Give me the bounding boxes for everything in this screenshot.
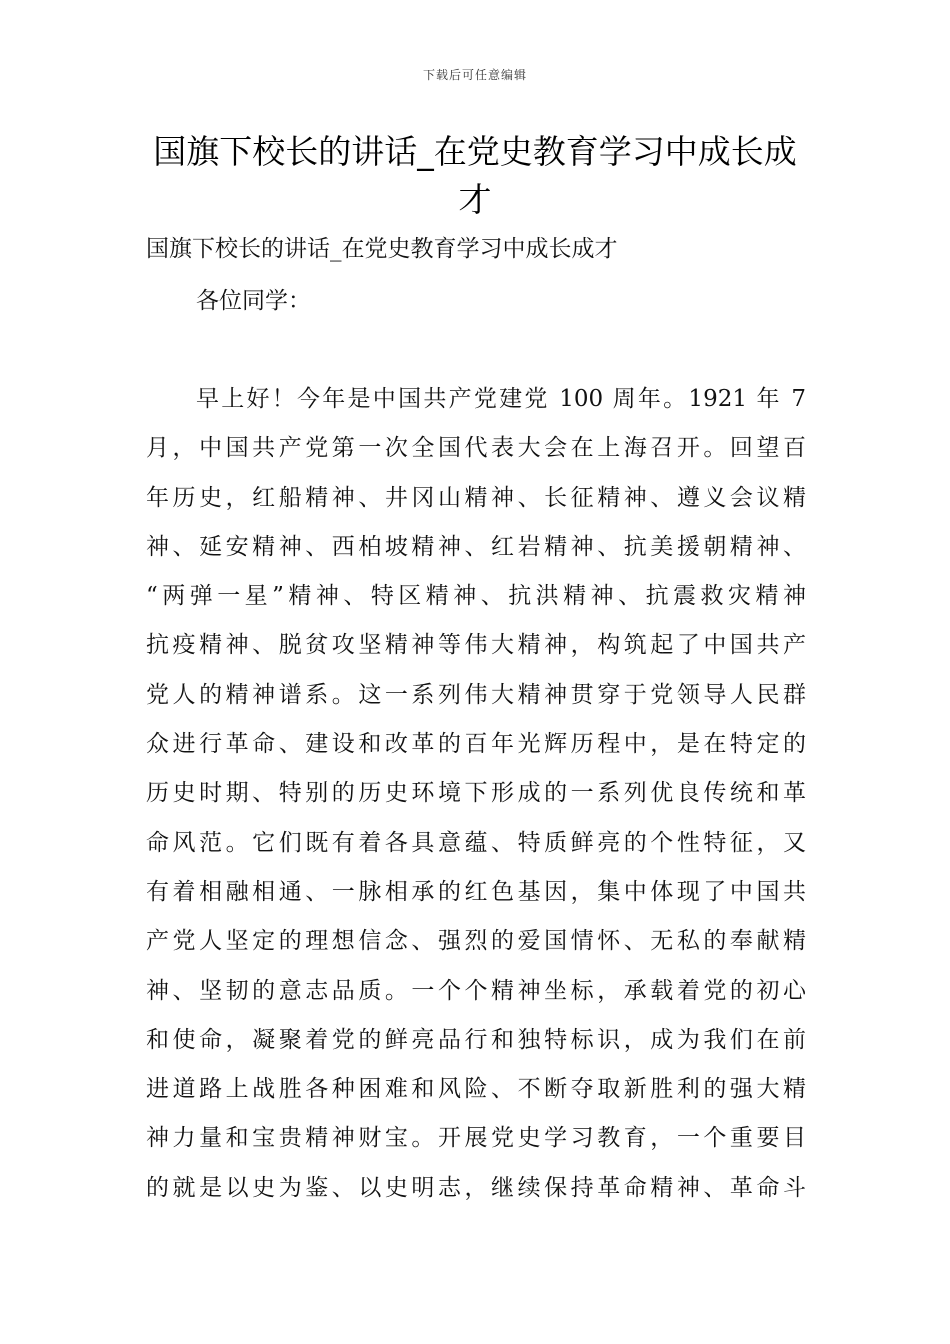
body-line: 神、坚韧的意志品质。一个个精神坐标，承载着党的初心	[146, 977, 806, 1004]
body-line: 党人的精神谱系。这一系列伟大精神贯穿于党领导人民群	[146, 681, 806, 708]
subtitle: 国旗下校长的讲话_在党史教育学习中成长成才	[146, 236, 618, 262]
body-line: 神力量和宝贵精神财宝。开展党史学习教育，一个重要目	[146, 1125, 806, 1152]
body-line: 和使命，凝聚着党的鲜亮品行和独特标识，成为我们在前	[146, 1026, 806, 1053]
body-line: 产党人坚定的理想信念、强烈的爱国情怀、无私的奉献精	[146, 928, 806, 955]
body-line: “两弹一星”精神、特区精神、抗洪精神、抗震救灾精神	[146, 583, 806, 610]
body-line: 众进行革命、建设和改革的百年光辉历程中，是在特定的	[146, 731, 806, 758]
body-line: 有着相融相通、一脉相承的红色基因，集中体现了中国共	[146, 878, 806, 905]
body-line: 月，中国共产党第一次全国代表大会在上海召开。回望百	[146, 435, 806, 462]
body-line: 历史时期、特别的历史环境下形成的一系列优良传统和革	[146, 780, 806, 807]
page-title: 国旗下校长的讲话_在党史教育学习中成长成才	[153, 132, 797, 219]
body-paragraph	[146, 380, 806, 1218]
body-line: 的就是以史为鉴、以史明志，继续保持革命精神、革命斗	[146, 1174, 806, 1201]
body-line: 年历史，红船精神、井冈山精神、长征精神、遵义会议精	[146, 484, 806, 511]
body-line: 命风范。它们既有着各具意蕴、特质鲜亮的个性特征，又	[146, 829, 806, 856]
body-line: 抗疫精神、脱贫攻坚精神等伟大精神，构筑起了中国共产	[146, 632, 806, 659]
greeting: 各位同学：	[196, 288, 311, 314]
body-line: 进道路上战胜各种困难和风险、不断夺取新胜利的强大精	[146, 1076, 806, 1103]
body-line: 早上好！今年是中国共产党建党 100 周年。1921 年 7	[196, 386, 806, 412]
header-note: 下载后可任意编辑	[422, 68, 527, 82]
body-line: 神、延安精神、西柏坡精神、红岩精神、抗美援朝精神、	[146, 533, 806, 560]
